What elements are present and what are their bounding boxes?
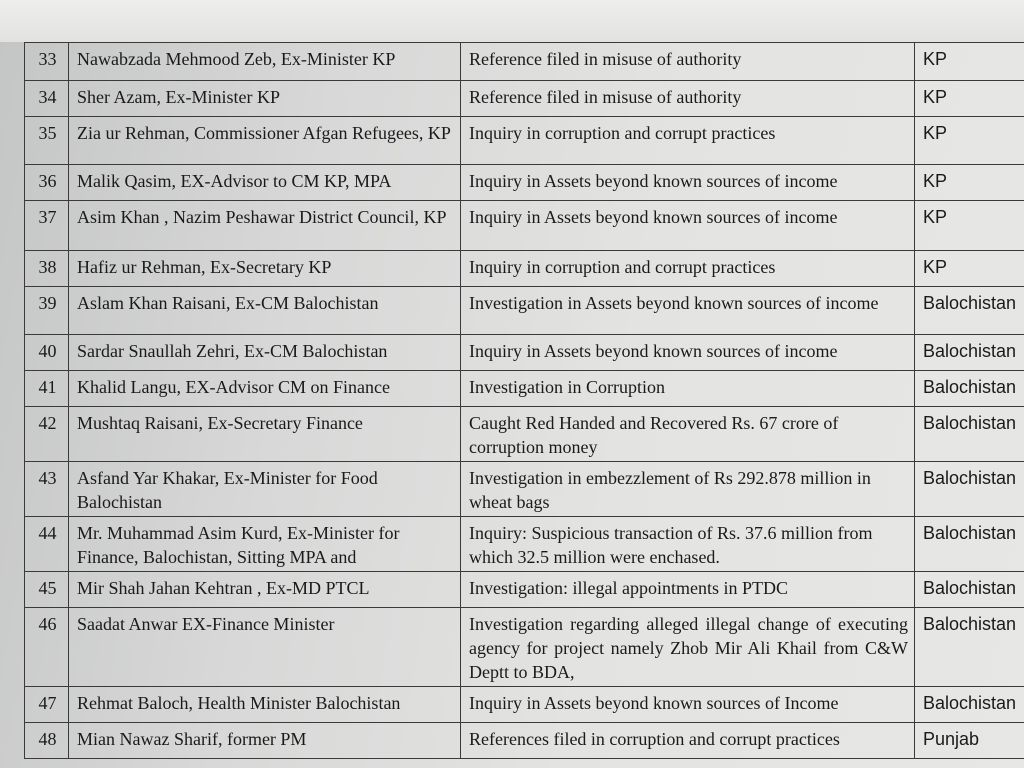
case-description: Investigation regarding alleged illegal change of executing agency for project namely Zhob Mir Ali Khail from C&W Deptt to BDA,	[461, 608, 915, 687]
case-description: Investigation in Corruption	[461, 371, 915, 407]
table-row	[25, 723, 1024, 759]
row-number: 36	[25, 165, 69, 201]
case-description: Reference filed in misuse of authority	[461, 43, 915, 81]
province: Balochistan	[915, 608, 1024, 687]
row-number: 43	[25, 462, 69, 517]
province: KP	[915, 165, 1024, 201]
person-name: Saadat Anwar EX-Finance Minister	[69, 608, 461, 687]
case-description: Inquiry in corruption and corrupt practices	[461, 117, 915, 165]
row-number: 34	[25, 81, 69, 117]
table-row	[25, 462, 1024, 517]
province: KP	[915, 201, 1024, 251]
table-row	[25, 687, 1024, 723]
table-body	[25, 43, 1024, 759]
province: KP	[915, 251, 1024, 287]
province: Balochistan	[915, 287, 1024, 335]
province: Balochistan	[915, 572, 1024, 608]
accused-cases-table	[24, 42, 1024, 759]
person-name: Aslam Khan Raisani, Ex-CM Balochistan	[69, 287, 461, 335]
person-name: Nawabzada Mehmood Zeb, Ex-Minister KP	[69, 43, 461, 81]
table-row	[25, 371, 1024, 407]
case-description: Investigation in Assets beyond known sources of income	[461, 287, 915, 335]
province: Balochistan	[915, 462, 1024, 517]
case-description: Reference filed in misuse of authority	[461, 81, 915, 117]
province: KP	[915, 117, 1024, 165]
person-name: Asfand Yar Khakar, Ex-Minister for Food Balochistan	[69, 462, 461, 517]
person-name: Asim Khan , Nazim Peshawar District Council, KP	[69, 201, 461, 251]
person-name: Mian Nawaz Sharif, former PM	[69, 723, 461, 759]
row-number: 41	[25, 371, 69, 407]
case-description: Inquiry in corruption and corrupt practices	[461, 251, 915, 287]
table-row	[25, 517, 1024, 572]
province: KP	[915, 43, 1024, 81]
table-row	[25, 81, 1024, 117]
person-name: Mushtaq Raisani, Ex-Secretary Finance	[69, 407, 461, 462]
province: Balochistan	[915, 687, 1024, 723]
case-description: Inquiry in Assets beyond known sources of Income	[461, 687, 915, 723]
person-name: Khalid Langu, EX-Advisor CM on Finance	[69, 371, 461, 407]
case-description: Inquiry in Assets beyond known sources of income	[461, 165, 915, 201]
province: KP	[915, 81, 1024, 117]
person-name: Malik Qasim, EX-Advisor to CM KP, MPA	[69, 165, 461, 201]
table-row	[25, 43, 1024, 81]
province: Balochistan	[915, 407, 1024, 462]
row-number: 46	[25, 608, 69, 687]
row-number: 47	[25, 687, 69, 723]
case-description: Investigation in embezzlement of Rs 292.878 million in wheat bags	[461, 462, 915, 517]
case-description: Inquiry in Assets beyond known sources of income	[461, 335, 915, 371]
row-number: 33	[25, 43, 69, 81]
person-name: Mir Shah Jahan Kehtran , Ex-MD PTCL	[69, 572, 461, 608]
case-description: Inquiry: Suspicious transaction of Rs. 37.6 million from which 32.5 million were enchased.	[461, 517, 915, 572]
case-description: References filed in corruption and corrupt practices	[461, 723, 915, 759]
person-name: Hafiz ur Rehman, Ex-Secretary KP	[69, 251, 461, 287]
row-number: 35	[25, 117, 69, 165]
table-row	[25, 608, 1024, 687]
case-description: Caught Red Handed and Recovered Rs. 67 crore of corruption money	[461, 407, 915, 462]
row-number: 42	[25, 407, 69, 462]
table-row	[25, 407, 1024, 462]
table-row	[25, 572, 1024, 608]
province: Balochistan	[915, 517, 1024, 572]
table-row	[25, 251, 1024, 287]
row-number: 40	[25, 335, 69, 371]
case-description: Inquiry in Assets beyond known sources of income	[461, 201, 915, 251]
row-number: 44	[25, 517, 69, 572]
person-name: Mr. Muhammad Asim Kurd, Ex-Minister for Finance, Balochistan, Sitting MPA and	[69, 517, 461, 572]
province: Balochistan	[915, 335, 1024, 371]
province: Balochistan	[915, 371, 1024, 407]
province: Punjab	[915, 723, 1024, 759]
person-name: Zia ur Rehman, Commissioner Afgan Refugees, KP	[69, 117, 461, 165]
person-name: Rehmat Baloch, Health Minister Balochistan	[69, 687, 461, 723]
case-description: Investigation: illegal appointments in PTDC	[461, 572, 915, 608]
page-top-margin	[0, 0, 1024, 42]
table-row	[25, 335, 1024, 371]
row-number: 48	[25, 723, 69, 759]
person-name: Sher Azam, Ex-Minister KP	[69, 81, 461, 117]
row-number: 38	[25, 251, 69, 287]
person-name: Sardar Snaullah Zehri, Ex-CM Balochistan	[69, 335, 461, 371]
table-row	[25, 201, 1024, 251]
row-number: 39	[25, 287, 69, 335]
table-row	[25, 117, 1024, 165]
table-row	[25, 287, 1024, 335]
row-number: 37	[25, 201, 69, 251]
table-row	[25, 165, 1024, 201]
row-number: 45	[25, 572, 69, 608]
